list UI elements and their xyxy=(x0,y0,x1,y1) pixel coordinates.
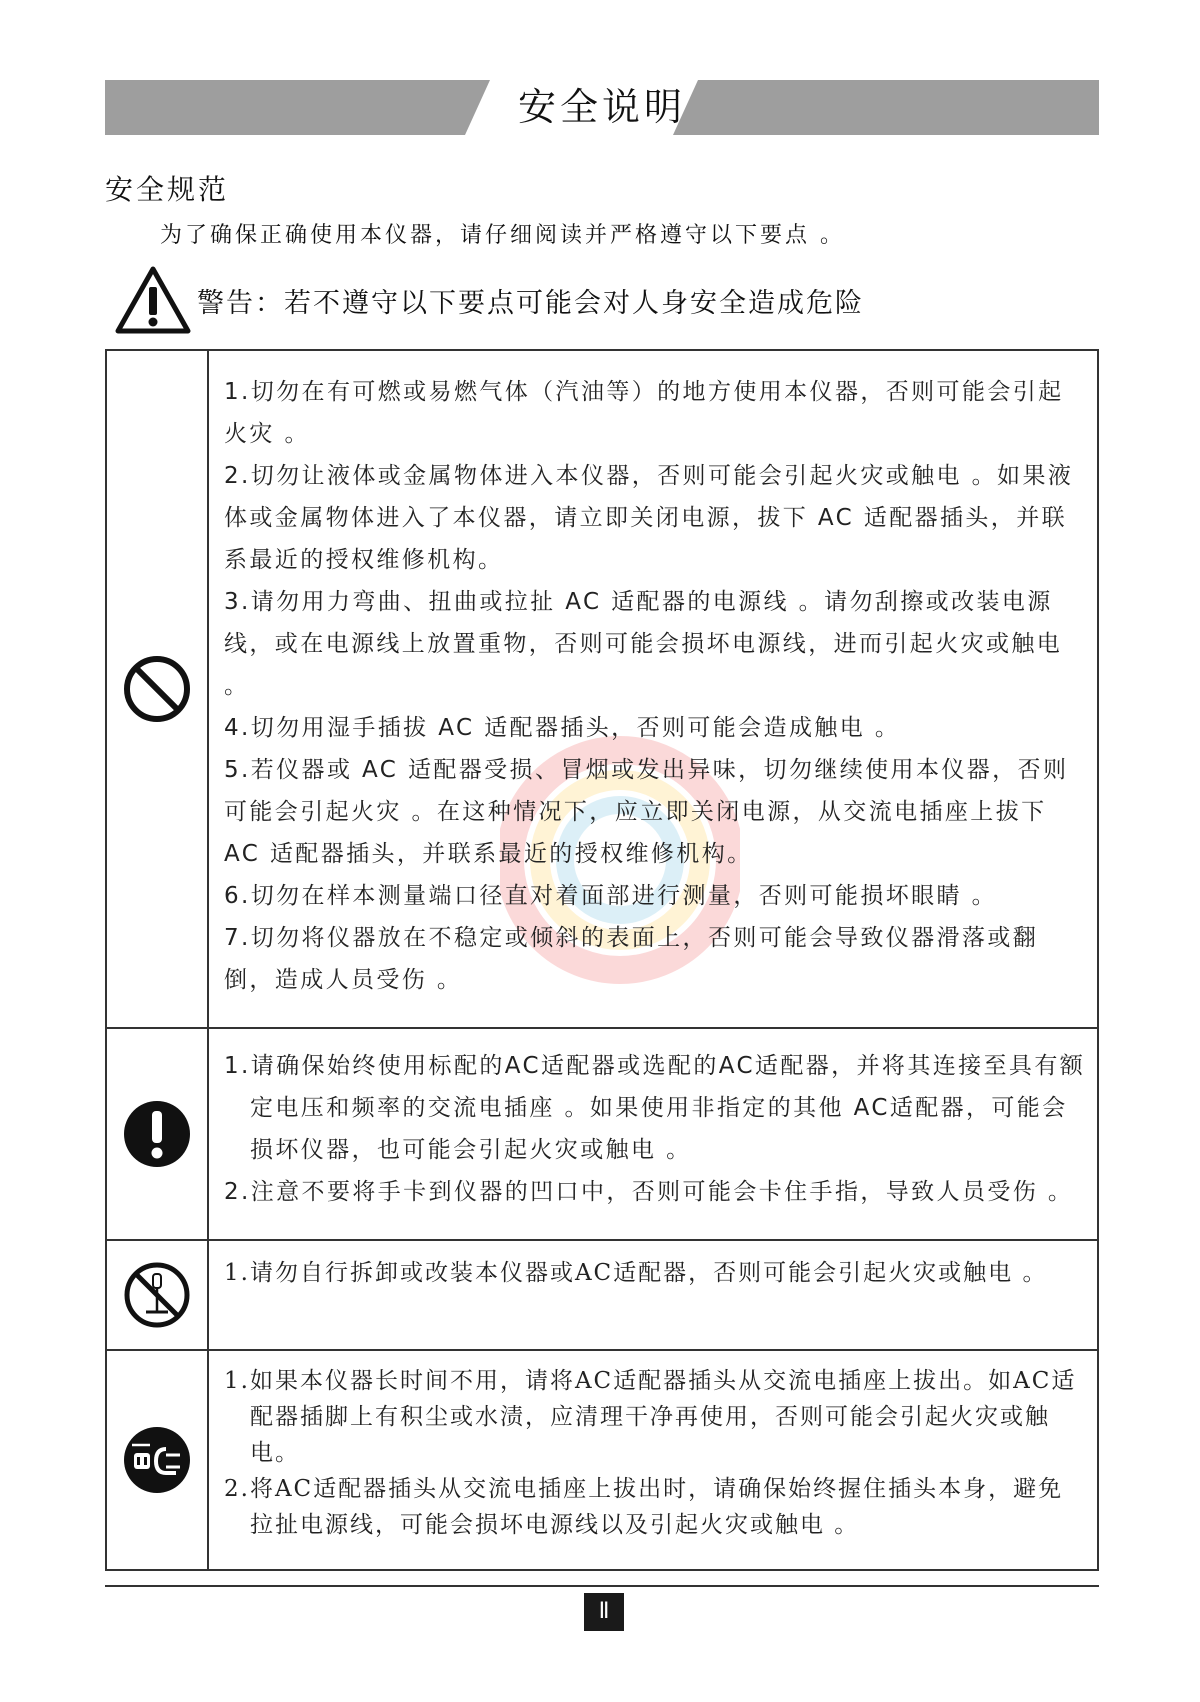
icon-cell xyxy=(107,351,209,1027)
mandatory-exclamation-icon xyxy=(122,1099,192,1169)
list-item: 6.切勿在样本测量端口径直对着面部进行测量，否则可能损坏眼睛 。 xyxy=(224,883,998,909)
text-cell xyxy=(224,1363,1087,1543)
footer-rule xyxy=(105,1585,1099,1587)
table-row-unplug xyxy=(107,1351,1097,1569)
warning-triangle-icon xyxy=(115,265,191,335)
page-number: Ⅱ xyxy=(584,1593,624,1631)
list-item: 5.若仪器或 AC 适配器受损、冒烟或发出异味，切勿继续使用本仪器，否则可能会引起火灾 。在这种情况下，应立即关闭电源，从交流电插座上拔下 AC 适配器插头，并联系最近的授权维修机构。 xyxy=(224,757,1069,867)
list-item: 1.如果本仪器长时间不用，请将AC适配器插头从交流电插座上拔出。如AC适配器插脚上有积尘或水渍，应清理干净再使用，否则可能会引起火灾或触电。 xyxy=(224,1368,1077,1466)
list-item: 2.将AC适配器插头从交流电插座上拔出时，请确保始终握住插头本身，避免拉扯电源线，可能会损坏电源线以及引起火灾或触电 。 xyxy=(224,1476,1064,1538)
safety-table xyxy=(105,349,1099,1571)
text-cell xyxy=(224,1045,1087,1213)
page-title: 安全说明 xyxy=(517,85,686,129)
icon-cell xyxy=(107,1351,209,1569)
warning-row xyxy=(115,265,864,335)
list-item: 2.注意不要将手卡到仪器的凹口中，否则可能会卡住手指，导致人员受伤 。 xyxy=(224,1179,1074,1205)
list-item: 4.切勿用湿手插拔 AC 适配器插头，否则可能会造成触电 。 xyxy=(224,715,901,741)
table-row-mandatory xyxy=(107,1029,1097,1241)
table-row-no-disassembly xyxy=(107,1241,1097,1351)
prohibition-icon xyxy=(122,654,192,724)
table-row-prohibited xyxy=(107,351,1097,1029)
list-item: 1.请确保始终使用标配的AC适配器或选配的AC适配器，并将其连接至具有额定电压和频率的交流电插座 。如果使用非指定的其他 AC适配器，可能会损坏仪器，也可能会引起火灾或触电 。 xyxy=(224,1053,1086,1163)
text-cell xyxy=(224,1255,1087,1291)
icon-cell xyxy=(107,1029,209,1239)
intro-text: 为了确保正确使用本仪器，请仔细阅读并严格遵守以下要点 。 xyxy=(160,223,845,248)
unplug-icon xyxy=(122,1425,192,1495)
list-item: 1.请勿自行拆卸或改装本仪器或AC适配器，否则可能会引起火灾或触电 。 xyxy=(224,1260,1048,1286)
list-item: 2.切勿让液体或金属物体进入本仪器，否则可能会引起火灾或触电 。如果液体或金属物体进入了本仪器，请立即关闭电源，拔下 AC 适配器插头，并联系最近的授权维修机构。 xyxy=(224,463,1074,573)
list-item: 1.切勿在有可燃或易燃气体（汽油等）的地方使用本仪器，否则可能会引起火灾 。 xyxy=(224,379,1064,447)
no-disassembly-icon xyxy=(122,1260,192,1330)
text-cell xyxy=(224,371,1087,1001)
list-item: 3.请勿用力弯曲、扭曲或拉扯 AC 适配器的电源线 。请勿刮擦或改装电源线，或在电源线上放置重物，否则可能会损坏电源线，进而引起火灾或触电 。 xyxy=(224,589,1063,699)
list-item: 7.切勿将仪器放在不稳定或倾斜的表面上，否则可能会导致仪器滑落或翻倒，造成人员受伤 。 xyxy=(224,925,1039,993)
title-banner xyxy=(105,80,1099,135)
warning-text: 警告：若不遵守以下要点可能会对人身安全造成危险 xyxy=(197,287,864,319)
section-heading: 安全规范 xyxy=(105,173,230,206)
icon-cell xyxy=(107,1241,209,1349)
